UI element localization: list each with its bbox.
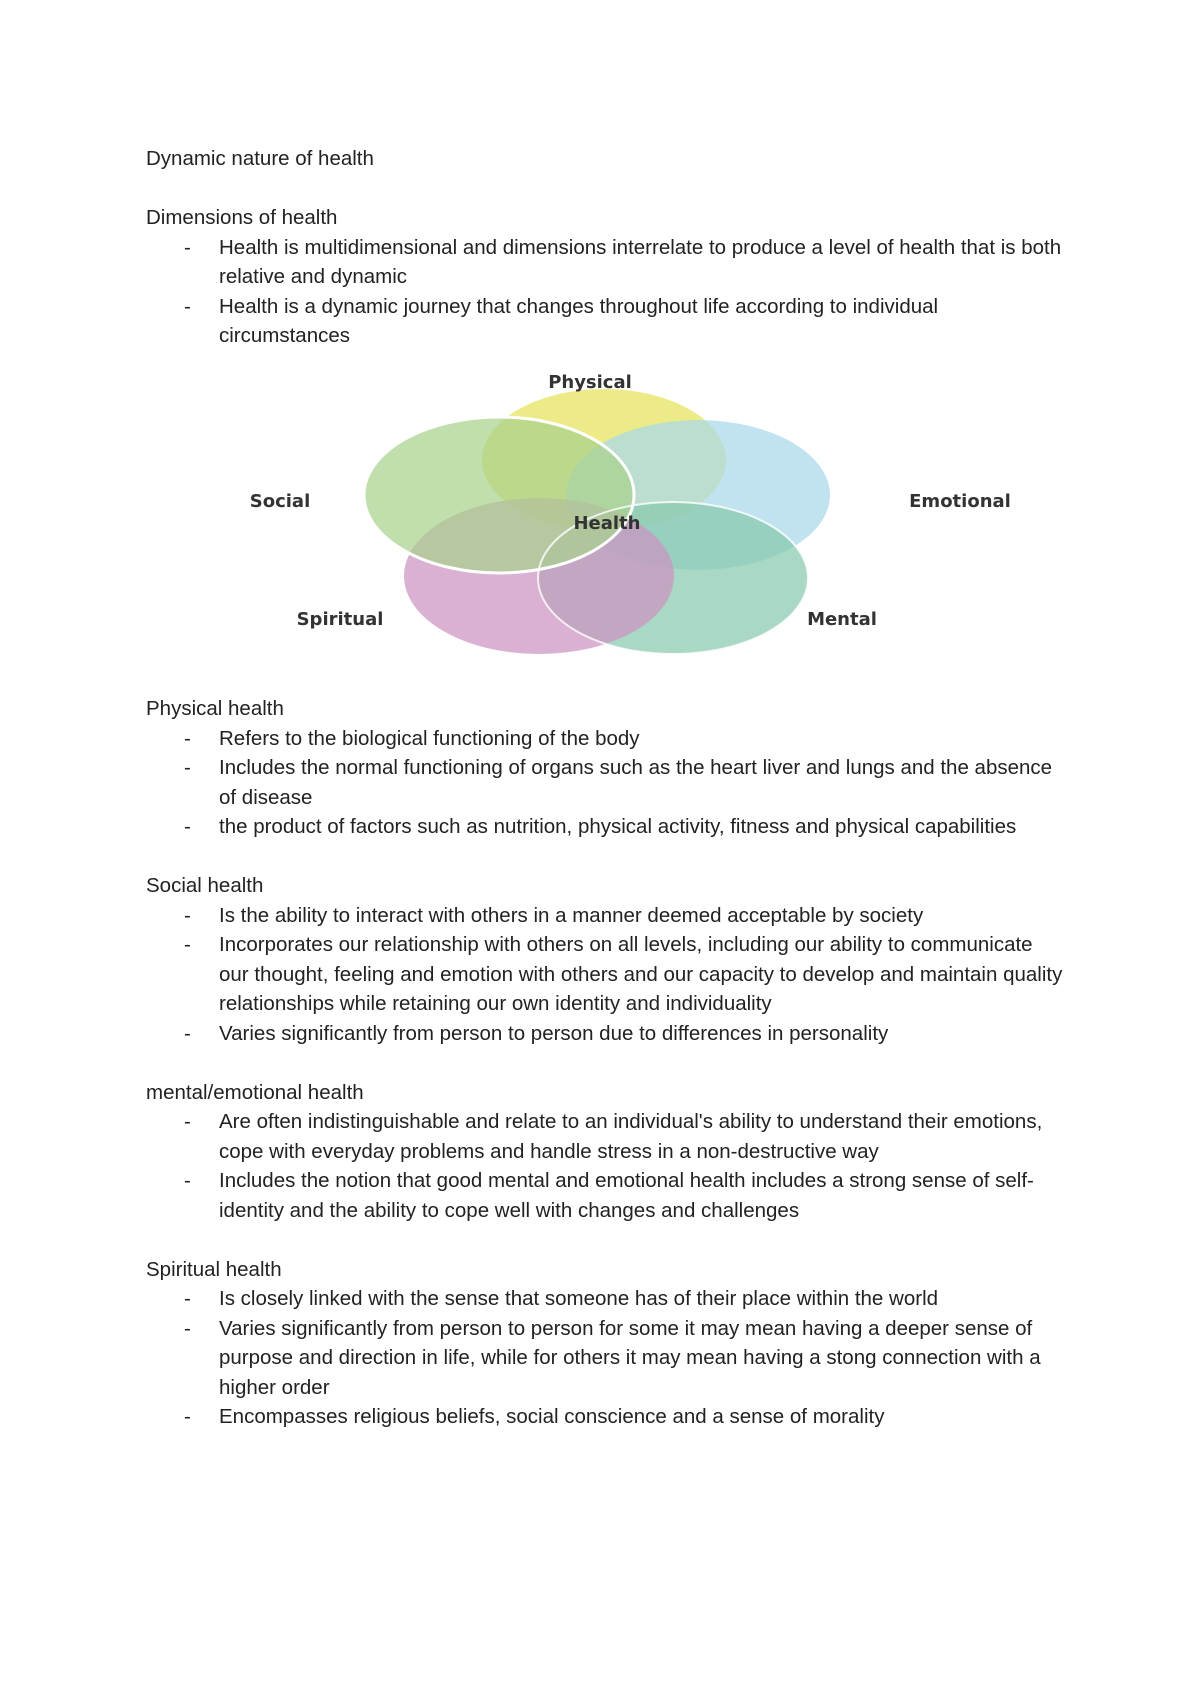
- dimensions-list: [146, 233, 1066, 351]
- list-item: - Health is a dynamic journey that changes throughout life according to individual circumstances: [184, 294, 939, 347]
- list-item: - Health is multidimensional and dimensions interrelate to produce a level of health that is both relative and dynamic: [184, 235, 1062, 288]
- page-title: Dynamic nature of health: [146, 147, 374, 170]
- spiritual-list: [146, 1284, 1066, 1432]
- list-item: - Includes the notion that good mental and emotional health includes a strong sense of self-identity and the ability to cope well with changes and challenges: [184, 1169, 1034, 1222]
- list-item: - Is closely linked with the sense that someone has of their place within the world: [184, 1287, 939, 1310]
- list-item: - Is the ability to interact with others in a manner deemed acceptable by society: [184, 903, 924, 927]
- section-heading-social: Social health: [146, 874, 264, 897]
- section-heading-spiritual: Spiritual health: [146, 1257, 282, 1281]
- list-item: - Includes the normal functioning of organs such as the heart liver and lungs and the absence of disease: [184, 756, 1053, 809]
- section-heading-mental-emotional: mental/emotional health: [146, 1080, 364, 1104]
- label-physical: Physical: [548, 372, 632, 393]
- physical-list: [146, 724, 1066, 842]
- health-dimensions-diagram: [228, 362, 1048, 660]
- label-mental: Mental: [807, 609, 877, 630]
- list-item: - Encompasses religious beliefs, social conscience and a sense of morality: [184, 1405, 885, 1428]
- list-item: - the product of factors such as nutrition, physical activity, fitness and physical capabilities: [184, 815, 1017, 838]
- social-ellipse: [364, 417, 634, 573]
- list-item: - Are often indistinguishable and relate to an individual's ability to understand their emotions, cope with everyday problems and handle stress in a non-destructive way: [184, 1110, 1043, 1163]
- diagram-svg: [228, 362, 1048, 660]
- dimensions-heading: Dimensions of health: [146, 206, 338, 229]
- label-health: Health: [573, 513, 641, 534]
- list-item: - Incorporates our relationship with others on all levels, including our ability to communicate our thought, feeling and emotion with others and our capacity to develop and maintain quality relationships while retaining our own identity and individuality: [184, 933, 1063, 1015]
- label-emotional: Emotional: [909, 491, 1011, 512]
- label-spiritual: Spiritual: [296, 609, 384, 630]
- list-item: - Varies significantly from person to person due to differences in personality: [184, 1021, 889, 1045]
- list-item: - Refers to the biological functioning of the body: [184, 726, 640, 750]
- mental-emotional-list: [146, 1107, 1066, 1225]
- section-heading-physical: Physical health: [146, 697, 284, 720]
- list-item: - Varies significantly from person to person for some it may mean having a deeper sense of purpose and direction in life, while for others it may mean having a stong connection with a higher order: [184, 1316, 1041, 1399]
- sections-block: [146, 694, 1066, 1432]
- social-list: [146, 901, 1066, 1049]
- label-social: Social: [249, 491, 311, 512]
- intro-block: [146, 144, 1066, 351]
